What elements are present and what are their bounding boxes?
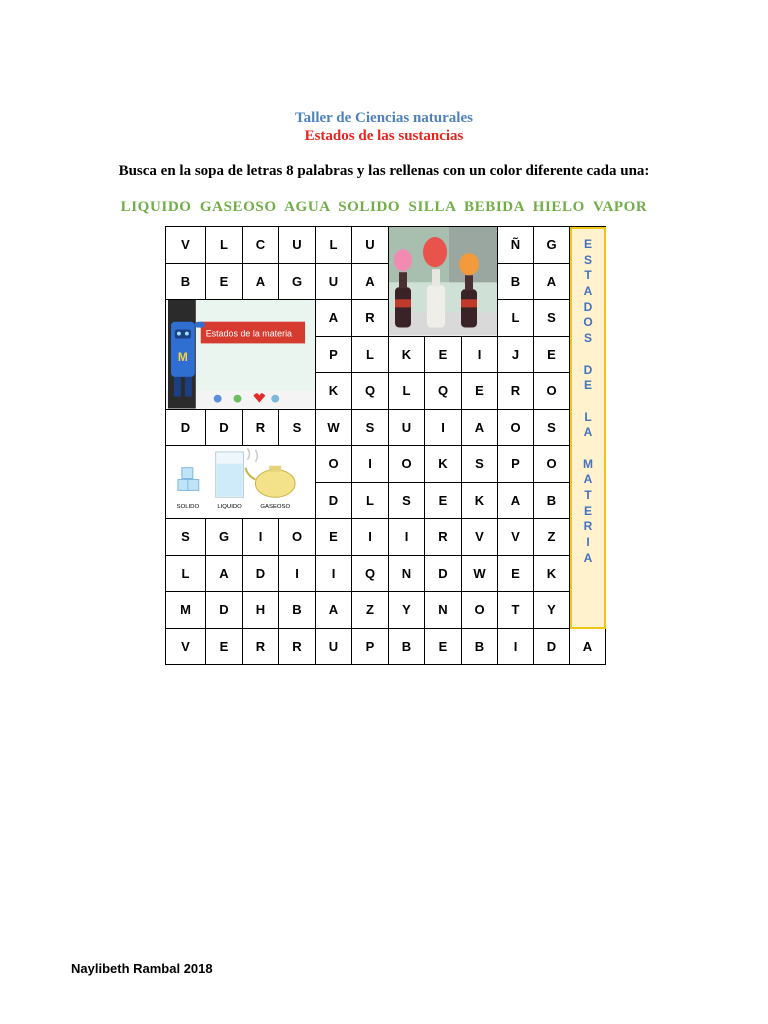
grid-cell: D <box>316 483 352 520</box>
grid-cell: A <box>352 264 389 301</box>
grid-cell: Q <box>425 373 462 410</box>
grid-cell: S <box>534 300 570 337</box>
grid-cell: E <box>425 629 462 666</box>
grid-cell: P <box>352 629 389 666</box>
grid-cell: A <box>570 629 606 666</box>
grid-cell: I <box>498 629 534 666</box>
grid-cell: E <box>206 629 243 666</box>
grid-cell: V <box>166 227 206 264</box>
grid-cell: S <box>279 410 316 447</box>
label-solid: SOLIDO <box>176 504 200 511</box>
vertical-letter: I <box>586 535 590 550</box>
vertical-letter: E <box>583 503 592 518</box>
grid-cell: S <box>389 483 425 520</box>
grid-cell: K <box>534 556 570 593</box>
vertical-letter: S <box>583 252 592 267</box>
word-search-grid <box>165 226 606 665</box>
grid-cell: B <box>462 629 498 666</box>
vertical-letter: D <box>583 362 593 377</box>
grid-cell: B <box>166 264 206 301</box>
grid-cell: O <box>498 410 534 447</box>
grid-cell: E <box>534 337 570 374</box>
grid-cell: R <box>243 410 279 447</box>
grid-cell: A <box>316 300 352 337</box>
grid-cell: A <box>498 483 534 520</box>
author-footer: Naylibeth Rambal 2018 <box>71 961 213 976</box>
grid-cell: S <box>166 519 206 556</box>
grid-cell: R <box>279 629 316 666</box>
vertical-letter: D <box>583 299 593 314</box>
grid-cell: Q <box>352 556 389 593</box>
grid-cell: E <box>498 556 534 593</box>
grid-cell: P <box>498 446 534 483</box>
grid-cell: I <box>243 519 279 556</box>
grid-cell: B <box>279 592 316 629</box>
mascot-letter: M <box>177 350 188 365</box>
grid-cell: M <box>166 592 206 629</box>
materia-banner-text: Estados de la materia <box>205 328 293 339</box>
grid-cell: N <box>425 592 462 629</box>
grid-cell: O <box>462 592 498 629</box>
grid-cell: Z <box>352 592 389 629</box>
grid-cell: U <box>389 410 425 447</box>
grid-cell: W <box>462 556 498 593</box>
vertical-letter: M <box>583 456 593 471</box>
grid-cell: Ñ <box>498 227 534 264</box>
grid-cell: A <box>316 592 352 629</box>
grid-cell: L <box>166 556 206 593</box>
worksheet-subtitle: Estados de las sustancias <box>304 128 464 144</box>
vertical-letter: A <box>583 550 593 565</box>
grid-cell: I <box>352 446 389 483</box>
grid-cell: O <box>316 446 352 483</box>
grid-cell: E <box>425 337 462 374</box>
vertical-letter: A <box>583 425 593 440</box>
grid-cell: J <box>498 337 534 374</box>
grid-cell: Q <box>352 373 389 410</box>
vertical-letter: E <box>583 237 592 251</box>
grid-cell: I <box>316 556 352 593</box>
label-liquid: LIQUIDO <box>217 504 242 511</box>
grid-cell: O <box>534 373 570 410</box>
worksheet-title: Taller de Ciencias naturales <box>295 110 473 126</box>
grid-cell: L <box>352 337 389 374</box>
grid-cell: B <box>534 483 570 520</box>
vertical-estados-de-la-materia <box>570 227 606 629</box>
grid-cell: D <box>206 592 243 629</box>
grid-cell: N <box>389 556 425 593</box>
grid-cell: K <box>316 373 352 410</box>
grid-cell: B <box>498 264 534 301</box>
grid-cell: V <box>498 519 534 556</box>
grid-cell: K <box>389 337 425 374</box>
label-gas: GASEOSO <box>260 504 291 511</box>
vertical-letter: R <box>583 519 593 534</box>
grid-cell: E <box>462 373 498 410</box>
grid-cell: L <box>389 373 425 410</box>
grid-cell: E <box>206 264 243 301</box>
grid-cell: S <box>352 410 389 447</box>
grid-cell: D <box>206 410 243 447</box>
grid-cell: A <box>462 410 498 447</box>
grid-cell: H <box>243 592 279 629</box>
grid-cell: Y <box>534 592 570 629</box>
grid-cell: L <box>206 227 243 264</box>
grid-cell: I <box>425 410 462 447</box>
grid-cell: C <box>243 227 279 264</box>
grid-cell: Y <box>389 592 425 629</box>
grid-cell: U <box>316 264 352 301</box>
grid-cell: S <box>534 410 570 447</box>
grid-cell: D <box>166 410 206 447</box>
grid-cell: L <box>498 300 534 337</box>
grid-cell: U <box>352 227 389 264</box>
grid-cell: K <box>425 446 462 483</box>
grid-cell: I <box>279 556 316 593</box>
grid-cell: O <box>534 446 570 483</box>
grid-cell: U <box>316 629 352 666</box>
grid-cell: W <box>316 410 352 447</box>
grid-cell: G <box>206 519 243 556</box>
grid-cell: O <box>389 446 425 483</box>
balloons-bottles-image <box>389 227 498 337</box>
word-list: LIQUIDO GASEOSO AGUA SOLIDO SILLA BEBIDA HIELO VAPOR <box>120 199 648 215</box>
grid-cell: V <box>166 629 206 666</box>
grid-cell: L <box>352 483 389 520</box>
vertical-letter: E <box>583 378 592 393</box>
grid-cell: O <box>279 519 316 556</box>
grid-cell: E <box>316 519 352 556</box>
grid-cell: K <box>462 483 498 520</box>
grid-cell: I <box>462 337 498 374</box>
grid-cell: G <box>279 264 316 301</box>
grid-cell: A <box>206 556 243 593</box>
grid-cell: T <box>498 592 534 629</box>
grid-cell: R <box>352 300 389 337</box>
instructions: Busca en la sopa de letras 8 palabras y las rellenas con un color diferente cada una: <box>118 163 650 179</box>
grid-cell: Z <box>534 519 570 556</box>
grid-cell: S <box>462 446 498 483</box>
vertical-letter: A <box>583 284 593 299</box>
states-of-matter-image <box>166 446 316 519</box>
grid-cell: I <box>352 519 389 556</box>
vertical-letter: T <box>584 488 592 502</box>
grid-cell: A <box>534 264 570 301</box>
vertical-letter: O <box>583 315 593 330</box>
grid-cell: B <box>389 629 425 666</box>
estados-materia-image <box>166 300 316 410</box>
grid-cell: I <box>389 519 425 556</box>
vertical-letter: T <box>584 268 592 283</box>
grid-cell: D <box>534 629 570 666</box>
grid-cell: R <box>243 629 279 666</box>
grid-cell: E <box>425 483 462 520</box>
vertical-letter: L <box>584 409 592 424</box>
grid-cell: G <box>534 227 570 264</box>
grid-cell: D <box>425 556 462 593</box>
grid-cell: A <box>243 264 279 301</box>
grid-cell: D <box>243 556 279 593</box>
grid-cell: R <box>425 519 462 556</box>
grid-cell: V <box>462 519 498 556</box>
vertical-letter: S <box>583 331 592 346</box>
grid-cell: L <box>316 227 352 264</box>
vertical-letter: A <box>583 472 593 487</box>
grid-cell: U <box>279 227 316 264</box>
grid-cell: P <box>316 337 352 374</box>
grid-cell: R <box>498 373 534 410</box>
